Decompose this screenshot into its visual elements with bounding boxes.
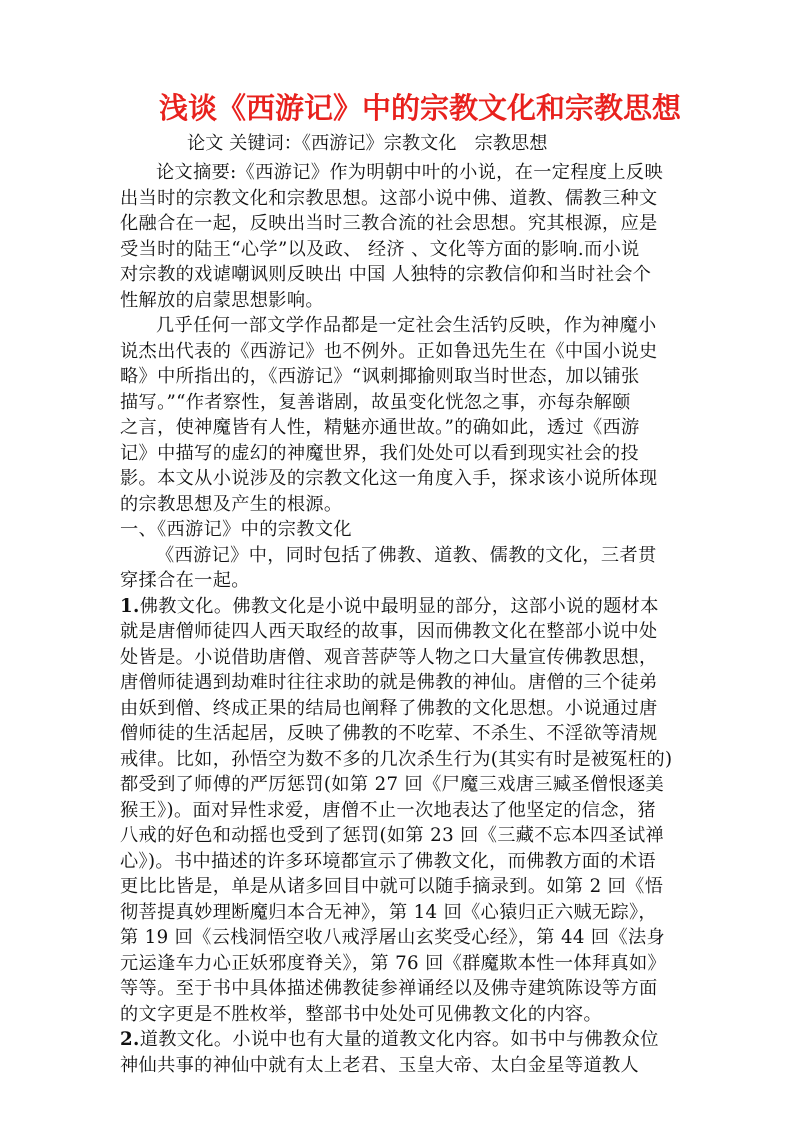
item-1-line: 第 19 回《云栈洞悟空收八戒浮屠山玄奖受心经》，第 44 回《法身 (120, 927, 666, 948)
item-1-line: 猴王》)。面对异性求爱，唐僧不止一次地表达了他坚定的信念，猪 (120, 799, 656, 821)
section-heading-text: 一、《西游记》中的宗教文化 (120, 519, 352, 540)
item-2-line: 道教文化。小说中也有大量的道教文化内容。如书中与佛教众位 (139, 1029, 659, 1050)
section-intro-line: 《西游记》中，同时包括了佛教、道教、儒教的文化，三者贯 (156, 544, 657, 566)
abstract-paragraph (120, 160, 686, 313)
intro-line: 记》中描写的虚幻的神魔世界，我们处处可以看到现实社会的投 (120, 442, 640, 464)
item-2-number: 2. (120, 1029, 140, 1050)
item-1-paragraph (120, 594, 686, 1028)
item-1-line: 的文字更是不胜枚举，整部书中处处可见佛教文化的内容。 (120, 1003, 602, 1025)
item-1-number: 1. (120, 595, 140, 617)
item-1-line: 元运逢车力心正妖邪度脊关》，第 76 回《群魔欺本性一体拜真如》 (120, 952, 667, 974)
item-1-line: 都受到了师傅的严厉惩罚(如第 27 回《尸魔三戏唐三臧圣僧恨逐美 (120, 774, 665, 795)
item-1-line: 心》)。书中描述的许多环境都宣示了佛教文化，而佛教方面的术语 (120, 850, 656, 872)
item-1-line: 佛教文化。佛教文化是小说中最明显的部分，这部小说的题材本 (139, 595, 659, 617)
item-1-first-line (120, 594, 686, 620)
item-1-line: 等等。至于书中具体描述佛教徒参禅诵经以及佛寺建筑陈设等方面 (120, 978, 658, 999)
section-intro-paragraph (120, 543, 686, 594)
intro-line: 几乎任何一部文学作品都是一定社会生活钓反映，作为神魔小 (156, 315, 657, 336)
abstract-line: 化融合在一起，反映出当时三教合流的社会思想。究其根源，应是 (120, 213, 658, 234)
item-2-paragraph (120, 1027, 686, 1078)
item-1-line: 由妖到僧、终成正果的结局也阐释了佛教的文化思想。小说通过唐 (120, 697, 658, 719)
abstract-line: 论文摘要:《西游记》作为明朝中叶的小说，在一定程度上反映 (156, 162, 663, 183)
item-1-line: 彻菩提真妙理断魔归本合无神》，第 14 回《心猿归正六贼无踪》， (120, 901, 657, 923)
section-heading (120, 517, 686, 543)
intro-line: 描写。”“作者察性，复善谐剧，故虽变化恍忽之事，亦每杂解颐 (120, 391, 631, 413)
intro-paragraph (120, 313, 686, 517)
keywords-line: 论文 关键词：《西游记》宗教文化 宗教思想 (187, 133, 548, 154)
intro-line: 说杰出代表的《西游记》也不例外。正如鲁迅先生在《中国小说史 (120, 340, 658, 362)
abstract-line: 受当时的陆王“心学”以及政、 经济 、文化等方面的影响.而小说 (120, 238, 640, 260)
intro-line: 的宗教思想及产生的根源。 (120, 493, 343, 515)
document-body (120, 160, 686, 1078)
item-1-line: 八戒的好色和动摇也受到了惩罚(如第 23 回《三藏不忘本四圣试禅 (120, 825, 665, 846)
intro-line: 影。本文从小说涉及的宗教文化这一角度入手，探求该小说所体现 (120, 468, 658, 489)
section-intro-line: 穿揉合在一起。 (120, 570, 250, 591)
item-1-line: 戒律。比如，孙悟空为数不多的几次杀生行为(其实有时是被冤枉的) (120, 748, 673, 770)
abstract-line: 对宗教的戏谑嘲讽则反映出 中国 人独特的宗教信仰和当时社会个 (120, 264, 652, 285)
item-1-line: 唐僧师徒遇到劫难时往往求助的就是佛教的神仙。唐僧的三个徒弟 (120, 672, 658, 693)
abstract-line: 性解放的启蒙思想影响。 (120, 289, 324, 311)
document-title: 浅谈《西游记》中的宗教文化和宗教思想 (158, 91, 681, 125)
item-1-line: 就是唐僧师徒四人西天取经的故事，因而佛教文化在整部小说中处 (120, 621, 658, 642)
item-1-line: 处皆是。小说借助唐僧、观音菩萨等人物之口大量宣传佛教思想， (120, 646, 658, 668)
intro-line: 略》中所指出的，《西游记》“讽刺揶揄则取当时世态，加以铺张 (120, 366, 640, 387)
item-2-line: 神仙共事的神仙中就有太上老君、玉皇大帝、太白金星等道教人 (120, 1054, 640, 1076)
item-1-line: 僧师徒的生活起居，反映了佛教的不吃荤、不杀生、不淫欲等清规 (120, 723, 658, 744)
abstract-line: 出当时的宗教文化和宗教思想。这部小说中佛、道教、儒教三种文 (120, 187, 658, 209)
intro-line: 之言，使神魔皆有人性，精魅亦通世故。”的确如此，透过《西游 (120, 417, 640, 438)
item-2-first-line (120, 1027, 686, 1053)
item-1-line: 更比比皆是，单是从诸多回目中就可以随手摘录到。如第 2 回《悟 (120, 876, 664, 897)
